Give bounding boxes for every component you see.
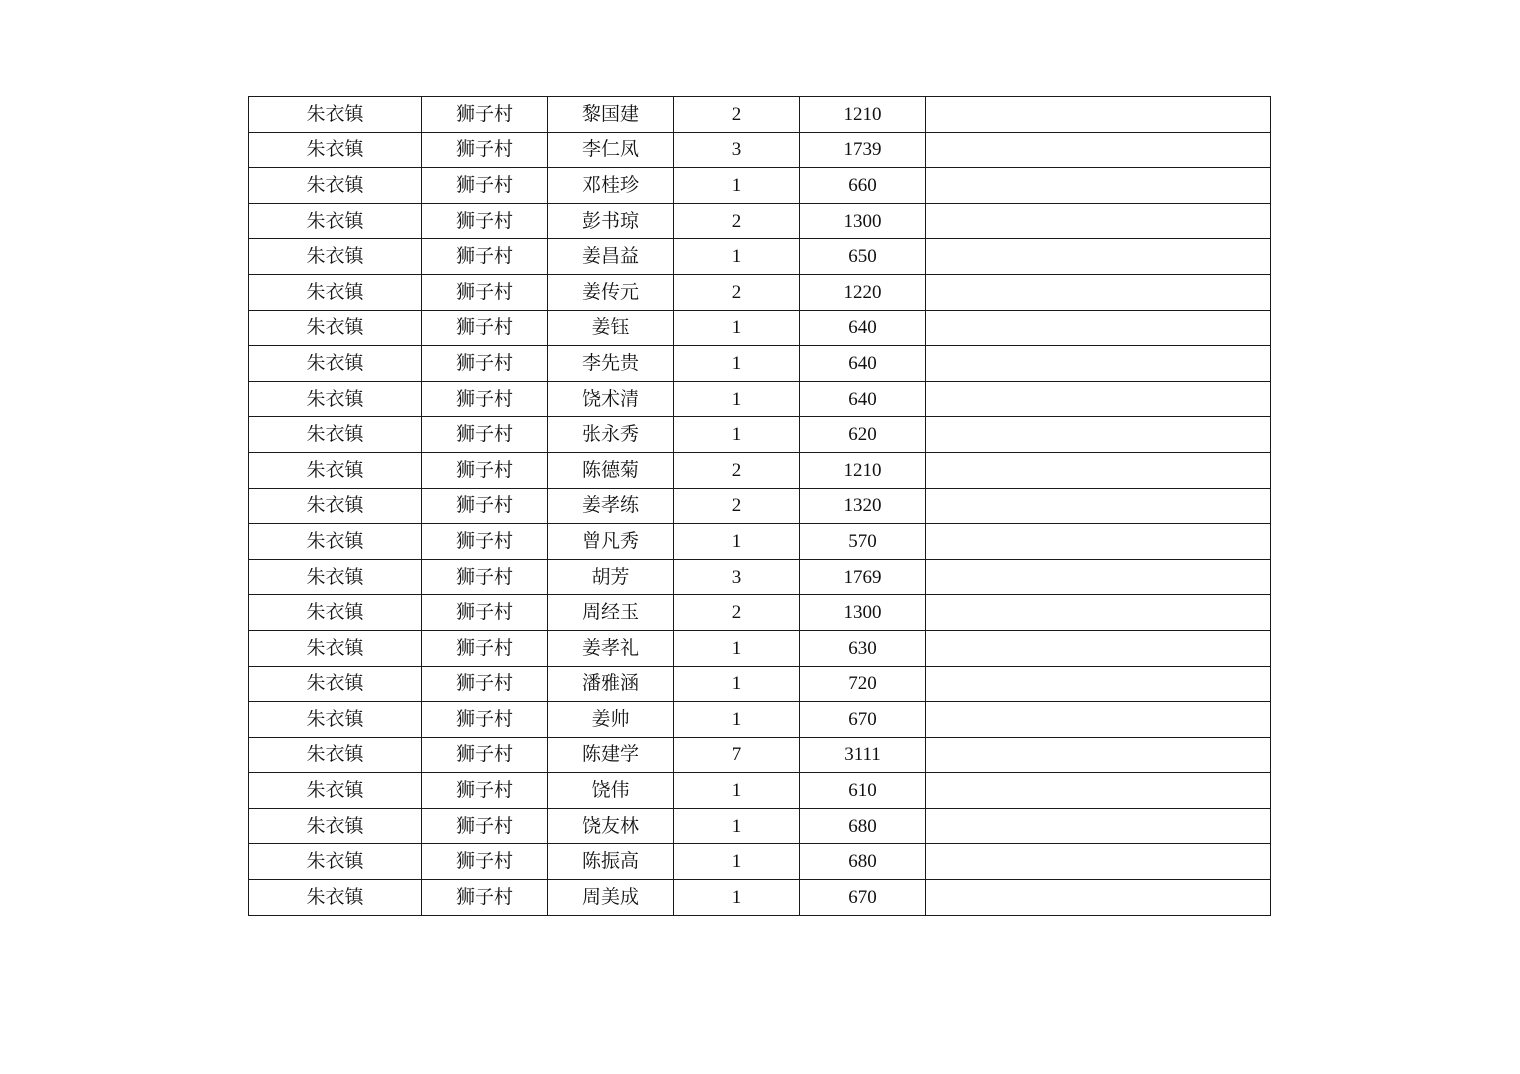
cell-note: [926, 702, 1271, 738]
cell-count: 1: [674, 702, 800, 738]
table-row: [249, 310, 1271, 346]
cell-name: 李先贵: [548, 346, 674, 382]
cell-note: [926, 97, 1271, 133]
cell-note: [926, 239, 1271, 275]
cell-count: 3: [674, 132, 800, 168]
cell-village: 狮子村: [422, 310, 548, 346]
table-row: [249, 203, 1271, 239]
cell-town: 朱衣镇: [249, 808, 422, 844]
cell-town: 朱衣镇: [249, 381, 422, 417]
table-row: [249, 381, 1271, 417]
table-row: [249, 132, 1271, 168]
cell-village: 狮子村: [422, 773, 548, 809]
cell-amount: 640: [800, 310, 926, 346]
table-row: [249, 666, 1271, 702]
cell-village: 狮子村: [422, 702, 548, 738]
cell-village: 狮子村: [422, 346, 548, 382]
cell-town: 朱衣镇: [249, 274, 422, 310]
cell-village: 狮子村: [422, 880, 548, 916]
cell-name: 姜传元: [548, 274, 674, 310]
table-row: [249, 630, 1271, 666]
cell-note: [926, 203, 1271, 239]
cell-count: 2: [674, 595, 800, 631]
table-row: [249, 274, 1271, 310]
cell-town: 朱衣镇: [249, 595, 422, 631]
cell-amount: 610: [800, 773, 926, 809]
cell-count: 2: [674, 274, 800, 310]
cell-count: 1: [674, 239, 800, 275]
cell-town: 朱衣镇: [249, 702, 422, 738]
cell-amount: 720: [800, 666, 926, 702]
cell-name: 陈建学: [548, 737, 674, 773]
cell-note: [926, 452, 1271, 488]
cell-name: 周美成: [548, 880, 674, 916]
cell-village: 狮子村: [422, 630, 548, 666]
table-row: [249, 524, 1271, 560]
cell-count: 1: [674, 346, 800, 382]
cell-village: 狮子村: [422, 666, 548, 702]
cell-note: [926, 595, 1271, 631]
cell-town: 朱衣镇: [249, 844, 422, 880]
cell-town: 朱衣镇: [249, 203, 422, 239]
cell-amount: 650: [800, 239, 926, 275]
table-body: [249, 97, 1271, 916]
cell-note: [926, 773, 1271, 809]
cell-name: 彭书琼: [548, 203, 674, 239]
cell-note: [926, 488, 1271, 524]
cell-village: 狮子村: [422, 97, 548, 133]
cell-town: 朱衣镇: [249, 666, 422, 702]
table-row: [249, 808, 1271, 844]
table-row: [249, 880, 1271, 916]
cell-village: 狮子村: [422, 168, 548, 204]
cell-name: 饶术清: [548, 381, 674, 417]
cell-amount: 670: [800, 702, 926, 738]
table-row: [249, 168, 1271, 204]
cell-name: 姜孝练: [548, 488, 674, 524]
table-row: [249, 559, 1271, 595]
cell-amount: 660: [800, 168, 926, 204]
table-row: [249, 773, 1271, 809]
cell-amount: 1220: [800, 274, 926, 310]
cell-note: [926, 132, 1271, 168]
cell-name: 饶伟: [548, 773, 674, 809]
cell-village: 狮子村: [422, 203, 548, 239]
cell-note: [926, 666, 1271, 702]
cell-name: 姜昌益: [548, 239, 674, 275]
cell-amount: 1320: [800, 488, 926, 524]
cell-name: 曾凡秀: [548, 524, 674, 560]
cell-count: 1: [674, 773, 800, 809]
cell-town: 朱衣镇: [249, 737, 422, 773]
cell-town: 朱衣镇: [249, 168, 422, 204]
cell-note: [926, 559, 1271, 595]
cell-village: 狮子村: [422, 595, 548, 631]
cell-note: [926, 844, 1271, 880]
cell-amount: 680: [800, 808, 926, 844]
cell-village: 狮子村: [422, 132, 548, 168]
table-row: [249, 346, 1271, 382]
cell-village: 狮子村: [422, 239, 548, 275]
table-row: [249, 595, 1271, 631]
cell-count: 1: [674, 666, 800, 702]
cell-note: [926, 274, 1271, 310]
cell-name: 潘雅涵: [548, 666, 674, 702]
cell-amount: 570: [800, 524, 926, 560]
cell-count: 1: [674, 524, 800, 560]
cell-amount: 1300: [800, 595, 926, 631]
cell-name: 黎国建: [548, 97, 674, 133]
cell-note: [926, 381, 1271, 417]
cell-amount: 1769: [800, 559, 926, 595]
cell-amount: 620: [800, 417, 926, 453]
table-row: [249, 417, 1271, 453]
cell-note: [926, 346, 1271, 382]
cell-amount: 640: [800, 346, 926, 382]
cell-town: 朱衣镇: [249, 97, 422, 133]
table-row: [249, 844, 1271, 880]
cell-village: 狮子村: [422, 737, 548, 773]
cell-note: [926, 524, 1271, 560]
cell-name: 张永秀: [548, 417, 674, 453]
cell-note: [926, 168, 1271, 204]
cell-town: 朱衣镇: [249, 132, 422, 168]
cell-amount: 680: [800, 844, 926, 880]
cell-name: 李仁凤: [548, 132, 674, 168]
cell-village: 狮子村: [422, 559, 548, 595]
cell-amount: 1300: [800, 203, 926, 239]
cell-name: 姜钰: [548, 310, 674, 346]
cell-note: [926, 808, 1271, 844]
cell-village: 狮子村: [422, 844, 548, 880]
cell-amount: 1210: [800, 97, 926, 133]
cell-town: 朱衣镇: [249, 488, 422, 524]
cell-name: 饶友林: [548, 808, 674, 844]
cell-town: 朱衣镇: [249, 346, 422, 382]
data-table: [248, 96, 1271, 916]
cell-amount: 630: [800, 630, 926, 666]
cell-village: 狮子村: [422, 381, 548, 417]
cell-name: 姜孝礼: [548, 630, 674, 666]
cell-note: [926, 310, 1271, 346]
cell-town: 朱衣镇: [249, 773, 422, 809]
cell-name: 邓桂珍: [548, 168, 674, 204]
cell-village: 狮子村: [422, 417, 548, 453]
cell-town: 朱衣镇: [249, 417, 422, 453]
cell-note: [926, 630, 1271, 666]
cell-amount: 640: [800, 381, 926, 417]
cell-amount: 3111: [800, 737, 926, 773]
cell-name: 周经玉: [548, 595, 674, 631]
cell-town: 朱衣镇: [249, 524, 422, 560]
cell-amount: 670: [800, 880, 926, 916]
cell-town: 朱衣镇: [249, 559, 422, 595]
cell-village: 狮子村: [422, 488, 548, 524]
cell-count: 2: [674, 97, 800, 133]
cell-count: 1: [674, 168, 800, 204]
cell-count: 1: [674, 844, 800, 880]
cell-name: 姜帅: [548, 702, 674, 738]
cell-village: 狮子村: [422, 274, 548, 310]
table-row: [249, 737, 1271, 773]
cell-count: 1: [674, 880, 800, 916]
cell-village: 狮子村: [422, 808, 548, 844]
table-row: [249, 97, 1271, 133]
cell-note: [926, 737, 1271, 773]
cell-count: 1: [674, 381, 800, 417]
cell-note: [926, 880, 1271, 916]
table-row: [249, 239, 1271, 275]
table-row: [249, 702, 1271, 738]
cell-count: 3: [674, 559, 800, 595]
cell-name: 陈德菊: [548, 452, 674, 488]
cell-count: 1: [674, 808, 800, 844]
cell-note: [926, 417, 1271, 453]
cell-count: 1: [674, 630, 800, 666]
table-row: [249, 488, 1271, 524]
cell-count: 2: [674, 452, 800, 488]
cell-town: 朱衣镇: [249, 239, 422, 275]
cell-town: 朱衣镇: [249, 452, 422, 488]
cell-amount: 1739: [800, 132, 926, 168]
cell-name: 胡芳: [548, 559, 674, 595]
cell-count: 1: [674, 417, 800, 453]
cell-town: 朱衣镇: [249, 310, 422, 346]
cell-village: 狮子村: [422, 524, 548, 560]
cell-count: 2: [674, 203, 800, 239]
cell-count: 7: [674, 737, 800, 773]
cell-village: 狮子村: [422, 452, 548, 488]
cell-name: 陈振高: [548, 844, 674, 880]
cell-count: 1: [674, 310, 800, 346]
cell-count: 2: [674, 488, 800, 524]
table-row: [249, 452, 1271, 488]
cell-amount: 1210: [800, 452, 926, 488]
cell-town: 朱衣镇: [249, 630, 422, 666]
cell-town: 朱衣镇: [249, 880, 422, 916]
